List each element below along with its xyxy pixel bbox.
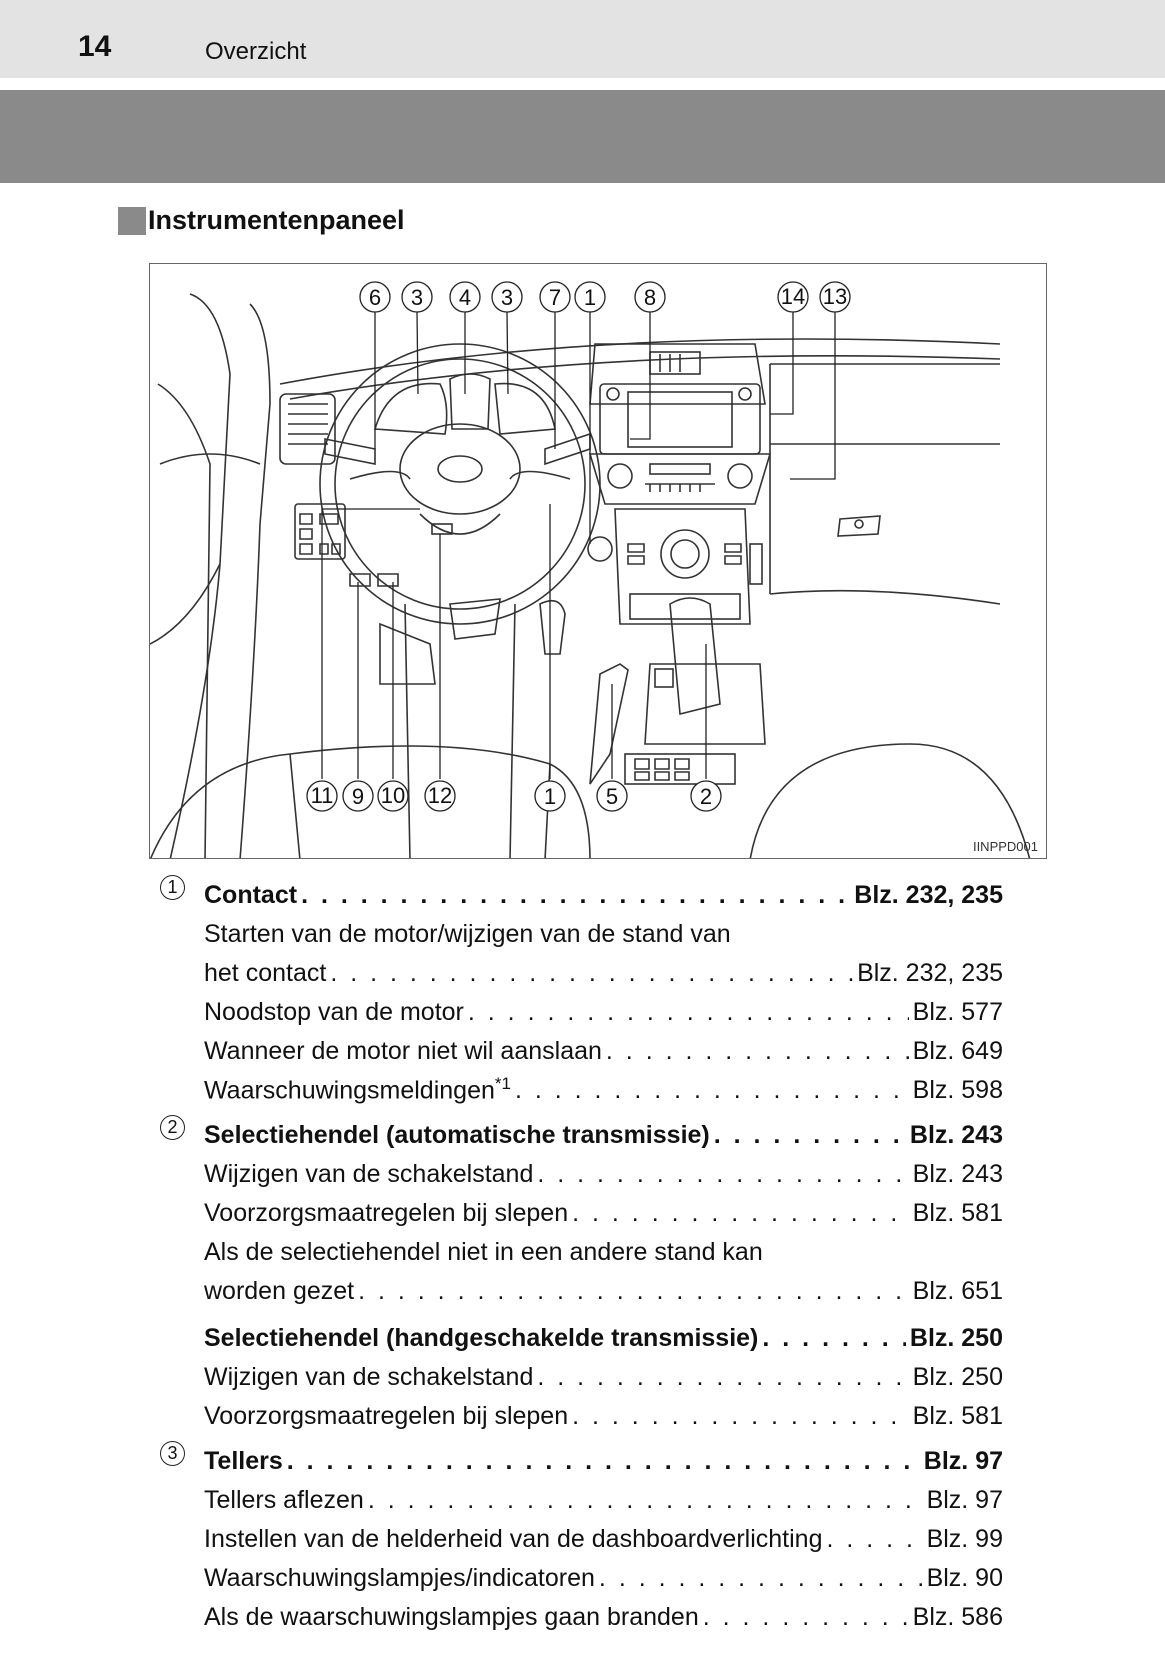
page-ref: Blz. 577 (912, 998, 1003, 1026)
callout-top: 6 (368, 285, 382, 310)
footnote-mark: *1 (494, 1073, 511, 1093)
sub-item (158, 1268, 1003, 1307)
header-band (0, 90, 1165, 183)
sub-label: Voorzorgsmaatregelen bij slepen (204, 1402, 569, 1430)
list-item-main (158, 1112, 1003, 1151)
sub-item (158, 1594, 1003, 1633)
callout-top: 14 (780, 284, 806, 309)
callout-top: 3 (500, 285, 514, 310)
page-ref: Blz. 232, 235 (857, 959, 1003, 987)
list-item (158, 1112, 1003, 1432)
list-item-main (158, 872, 1003, 911)
sub-label: Voorzorgsmaatregelen bij slepen (204, 1199, 569, 1227)
callout-bottom: 5 (605, 784, 619, 809)
item-label: Contact (204, 881, 298, 909)
item-number: 1 (160, 875, 185, 900)
page-ref: Blz. 243 (909, 1121, 1003, 1149)
page-ref: Blz. 651 (912, 1277, 1003, 1305)
sub-item (158, 1477, 1003, 1516)
callout-top: 4 (458, 285, 472, 310)
sub-label: het contact (204, 959, 327, 987)
sub-item (158, 1067, 1003, 1106)
dashboard-drawing (150, 264, 1047, 859)
page-ref: Blz. 90 (926, 1564, 1003, 1592)
page-ref: Blz. 97 (923, 1447, 1003, 1475)
section-title: Overzicht (205, 38, 307, 65)
page-ref: Blz. 250 (912, 1363, 1003, 1391)
callout-bottom: 12 (427, 783, 453, 808)
page-ref: Blz. 581 (912, 1199, 1003, 1227)
header-bar (0, 0, 1165, 78)
sub-label: worden gezet (204, 1277, 355, 1305)
page-ref: Blz. 649 (912, 1037, 1003, 1065)
callout-bottom: 2 (699, 784, 713, 809)
callout-bottom: 10 (380, 783, 406, 808)
sub-label: Waarschuwingsmeldingen (204, 1076, 495, 1104)
page-ref: Blz. 232, 235 (854, 881, 1003, 909)
page-ref: Blz. 250 (909, 1324, 1003, 1352)
dashboard-illustration (149, 263, 1047, 859)
sub-item (158, 1028, 1003, 1067)
item-number: 2 (160, 1115, 185, 1140)
sub-item (158, 950, 1003, 989)
callout-bottom: 9 (351, 784, 365, 809)
sub-label: Waarschuwingslampjes/indicatoren (204, 1564, 595, 1592)
sub-item (158, 1190, 1003, 1229)
sub-label: Starten van de motor/wijzigen van de stand van (204, 920, 731, 948)
callout-bottom: 11 (310, 783, 334, 808)
sub-item (158, 1516, 1003, 1555)
list-item-main (158, 1315, 1003, 1354)
sub-label: Noodstop van de motor (204, 998, 464, 1026)
callout-top: 13 (822, 284, 848, 309)
heading-square-icon (118, 207, 146, 235)
figure-code: IINPPD001 (972, 839, 1038, 854)
list-item (158, 872, 1003, 1106)
callout-top: 7 (548, 285, 562, 310)
callout-top: 1 (583, 285, 597, 310)
sub-label: Als de waarschuwingslampjes gaan branden (204, 1603, 699, 1631)
sub-label: Wijzigen van de schakelstand (204, 1363, 534, 1391)
page-ref: Blz. 243 (912, 1160, 1003, 1188)
page-ref: Blz. 586 (912, 1603, 1003, 1631)
sub-label: Tellers aflezen (204, 1486, 364, 1514)
item-number: 3 (160, 1441, 185, 1466)
sub-item (158, 1151, 1003, 1190)
sub-item (158, 989, 1003, 1028)
sub-label: Wijzigen van de schakelstand (204, 1160, 534, 1188)
item-label: Tellers (204, 1447, 283, 1475)
sub-label: Wanneer de motor niet wil aanslaan (204, 1037, 602, 1065)
sub-item (158, 1393, 1003, 1432)
page-number: 14 (78, 30, 112, 63)
page-ref: Blz. 581 (912, 1402, 1003, 1430)
callout-bottom: 1 (543, 784, 557, 809)
sub-item (158, 1354, 1003, 1393)
page-ref: Blz. 598 (912, 1076, 1003, 1104)
list-item-main (158, 1438, 1003, 1477)
sub-label: Als de selectiehendel niet in een andere stand kan (204, 1238, 763, 1266)
item-label: Selectiehendel (automatische transmissie) (204, 1121, 710, 1149)
callout-top: 3 (410, 285, 424, 310)
sub-label: Instellen van de helderheid van de dashboardverlichting (204, 1525, 823, 1553)
page-ref: Blz. 97 (926, 1486, 1003, 1514)
callout-top: 8 (643, 285, 657, 310)
page-title (118, 205, 405, 236)
item-label: Selectiehendel (handgeschakelde transmissie) (204, 1324, 759, 1352)
page-ref: Blz. 99 (926, 1525, 1003, 1553)
sub-item (158, 1555, 1003, 1594)
list-item (158, 1438, 1003, 1633)
page-title-text: Instrumentenpaneel (148, 205, 405, 235)
reference-list (158, 872, 1003, 1639)
